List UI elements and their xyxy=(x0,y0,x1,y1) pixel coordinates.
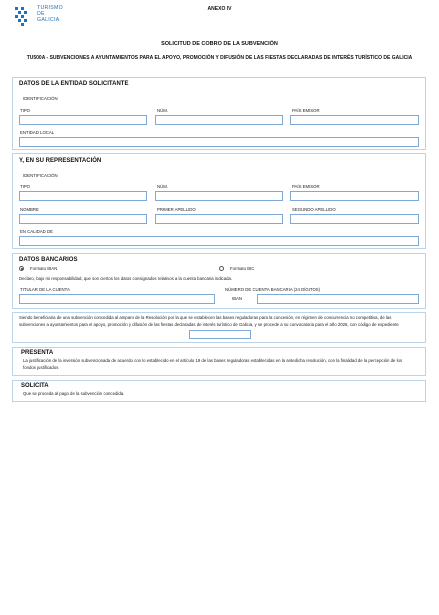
representative-section xyxy=(12,153,426,249)
iban-option-label: Formato IBAN xyxy=(30,266,58,271)
beneficiary-section xyxy=(12,312,426,343)
bic-option-label: Formato BIC xyxy=(230,266,255,271)
document-subtitle: TU500A - SUBVENCIONES A AYUNTAMIENTOS PARA EL APOYO, PROMOCIÓN Y DIFUSIÓN DE LAS FIESTAS DECLARADAS DE INTERÉS TURÍSTICO DE GALICIA xyxy=(26,55,413,61)
rep-pais-field[interactable] xyxy=(290,191,419,201)
identification-label: IDENTIFICACIÓN xyxy=(23,173,58,178)
identification-label: IDENTIFICACIÓN xyxy=(23,96,58,101)
expediente-code-field[interactable] xyxy=(189,330,251,339)
section-title: Y, EN SU REPRESENTACIÓN xyxy=(19,158,102,164)
nombre-label: NOMBRE xyxy=(20,207,39,212)
section-title: SOLICITA xyxy=(21,383,49,389)
segundo-apellido-label: SEGUNDO APELLIDO xyxy=(292,207,336,212)
iban-prefix: IBAN xyxy=(232,296,243,301)
document-title: SOLICITUD DE COBRO DE LA SUBVENCIÓN xyxy=(161,41,278,47)
entity-num-field[interactable] xyxy=(155,115,283,125)
annex-label: ANEXO IV xyxy=(207,6,232,12)
pais-emisor-label: PAÍS EMISOR xyxy=(292,108,320,113)
pais-emisor-label: PAÍS EMISOR xyxy=(292,184,320,189)
tipo-label: TIPO xyxy=(20,108,31,113)
bank-declaration: Declaro, bajo mi responsabilidad, que son ciertos los datos consignados relativos a la cuenta bancaria indicada. xyxy=(19,276,233,281)
entidad-local-field[interactable] xyxy=(19,137,419,147)
entity-section xyxy=(12,77,426,150)
beneficiary-text: Siendo beneficiaria de una subvención concedida al amparo de la Resolución por la que se establecen las bases reguladoras para la concesión, en régimen de concurrencia no competitiva, de las subvenciones a ayuntamientos para el apoyo, promoción y difusión de las fiestas declaradas de interés turístico de Galicia, y se procede a su convocatoria para el año 2026, con código de expediente xyxy=(19,315,399,327)
num-label: NÚM. xyxy=(157,108,168,113)
num-label: NÚM. xyxy=(157,184,168,189)
rep-tipo-field[interactable] xyxy=(19,191,147,201)
nombre-field[interactable] xyxy=(19,214,147,224)
logo-line: TURISMO xyxy=(37,5,64,11)
primer-apellido-field[interactable] xyxy=(155,214,283,224)
logo-line: DE xyxy=(37,11,45,17)
rep-num-field[interactable] xyxy=(155,191,283,201)
entity-tipo-field[interactable] xyxy=(19,115,147,125)
account-number-field[interactable] xyxy=(257,294,419,304)
entidad-local-label: ENTIDAD LOCAL xyxy=(20,130,55,135)
presenta-section xyxy=(12,347,426,376)
segundo-apellido-field[interactable] xyxy=(290,214,419,224)
bic-radio[interactable] xyxy=(219,266,224,271)
primer-apellido-label: PRIMER APELLIDO xyxy=(157,207,196,212)
bank-section xyxy=(12,253,426,309)
solicita-section xyxy=(12,380,426,402)
section-title: PRESENTA xyxy=(21,350,54,356)
account-holder-label: TITULAR DE LA CUENTA xyxy=(20,287,70,292)
presenta-text: La justificación de la inversión subvencionada de acuerdo con lo establecido en el artículo 19 de las bases reguladoras establecidas en la antedicha resolución, con la finalidad de la percepción de los fondos justificados xyxy=(23,358,403,370)
solicita-text: Que se proceda al pago de la subvención concedida. xyxy=(23,391,125,396)
account-holder-field[interactable] xyxy=(19,294,215,304)
entity-pais-field[interactable] xyxy=(290,115,419,125)
logo-line: GALICIA xyxy=(37,17,60,23)
section-title: DATOS BANCARIOS xyxy=(19,257,78,263)
en-calidad-de-label: EN CALIDAD DE xyxy=(20,229,53,234)
en-calidad-de-field[interactable] xyxy=(19,236,419,246)
iban-radio[interactable] xyxy=(19,266,24,271)
section-title: DATOS DE LA ENTIDAD SOLICITANTE xyxy=(19,81,129,87)
account-number-label: NÚMERO DE CUENTA BANCARIA (24 DÍGITOS) xyxy=(225,287,321,292)
tipo-label: TIPO xyxy=(20,184,31,189)
